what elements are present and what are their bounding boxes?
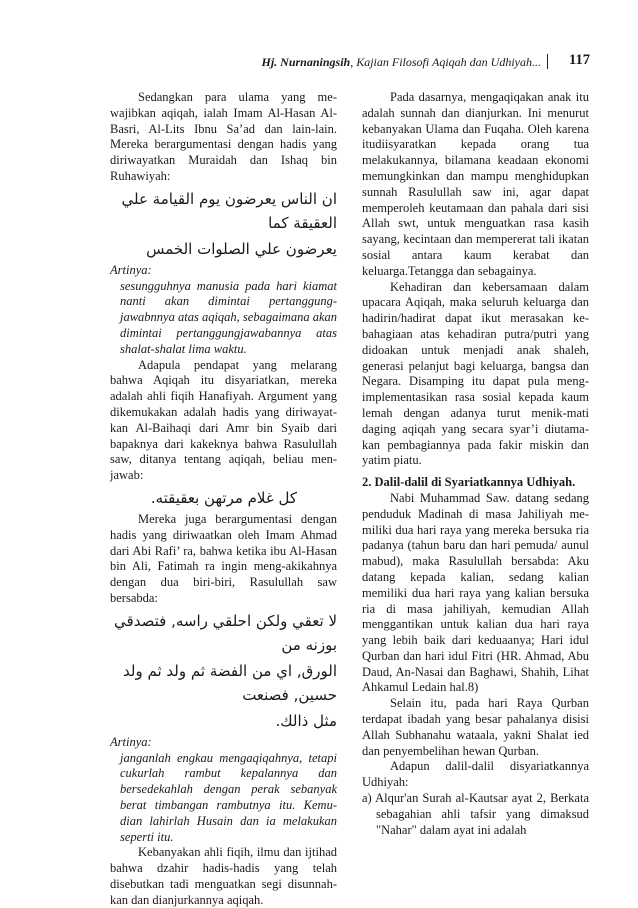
translation-1: sesungguhnya manusia pada hari kiamat nanti akan dimintai pertanggung-jawabnnya atas aqiqah, sebagaimana akan dimintai pertanggungjawabannya atas shalat-shalat lima waktu. [120, 278, 338, 356]
running-header [0, 52, 638, 72]
page-number: 117 [569, 52, 590, 68]
running-title [262, 55, 542, 70]
arabic-hadith-3-line-3: مثل ذالك. [275, 711, 337, 730]
left-column [110, 90, 337, 908]
arabic-hadith-1-line-2: يعرضون علي الصلوات الخمس [146, 239, 337, 258]
arabic-hadith-1-line-1: ان الناس يعرضون يوم القيامة علي العقيقة كما [121, 189, 337, 232]
arabic-hadith-2: كل غلام مرتهن بعقيقته. [150, 488, 297, 507]
section-heading-udhiyah: 2. Dalil-dalil di Syariatkannya Udhiyah. [362, 475, 576, 490]
artinya-label-2: Artinya: [110, 734, 152, 749]
right-paragraph-4: Selain itu, pada hari Raya Qurban terdapat ibadah yang besar pahalanya disisi Allah Subhanahu wataala, yakni Shalat ied dan penyembelihan hewan Qurban. [362, 696, 589, 758]
spacer [362, 469, 589, 473]
left-paragraph-3: Mereka juga berargumentasi dengan hadis yang diriwaatkan oleh Imam Ahmad dari Abi Rafi’ ra, bahwa ketika ibu Al-Hasan bin Ali, Fatimah ra ingin meng-akikahnya dengan dua biri-biri, Rasulullah saw bersabda: [110, 511, 337, 605]
header-author: Hj. Nurnaningsih [261, 55, 351, 69]
right-column [362, 90, 589, 838]
arabic-hadith-3-line-2: الورق, اي من الفضة ثم ولد ثم ولد حسين, فصنعت [123, 661, 337, 704]
right-paragraph-2: Kehadiran dan kebersamaan dalam upacara Aqiqah, maka seluruh keluarga dan hadirin/hadirat dapat ikut merasakan ke-bahagiaan atas kehadiran putra/putri yang didoakan untuk menjadi anak shaleh, generasi pelanjut bagi keluarga, bangsa dan Negara. Disamping itu dapat pula meng-implementasikan rasa sosial kepada kaum lemah dengan adanya turut menik-mati daging aqiqah yang secara syar’i diutama-kan pembagiannya pada fakir miskin dan yatim piatu. [362, 279, 589, 468]
header-title: , Kajian Filosofi Aqiqah dan Udhiyah... [350, 55, 541, 69]
left-paragraph-2: Adapula pendapat yang melarang bahwa Aqiqah itu disyariatkan, mereka adalah ahli fiqih Hanafiyah. Argument yang dikemukakan adalah hadis yang diriwayat-kan Al-Baihaqi dari Amr bin Syaib dari bapaknya dari kakeknya bahwa Rasulullah saw, ditanya tentang aqiqah, beliau men-jawab: [110, 357, 337, 483]
list-item-a: a) Alqur'an Surah al-Kautsar ayat 2, Berkata sebagahian ahli tafsir yang dimaksud "Nahar" dalam ayat ini adalah [362, 791, 589, 837]
left-paragraph-4: Kebanyakan ahli fiqih, ilmu dan ijtihad bahwa dzahir hadis-hadis yang telah disebutkan tadi menguatkan segi disunnah-kan dan dianjurkannya aqiqah. [110, 845, 337, 907]
header-divider [547, 54, 548, 69]
right-paragraph-1: Pada dasarnya, mengaqiqakan anak itu adalah sunnah dan dianjurkan. Ini menurut kebanyakan Ulama dan Fuqaha. Oleh karena itudiisyaratkan kepada orang tua melakukannya, bilamana keadaan ekonomi memungkinkan dan mampu menghidupkan sunnah Rasulullah saw ini, agar dapat memperoleh keutamaan dan pahala dari sisi Allah swt, untuk menguatkan rasa kasih sayang, kecintaan dan mempererat tali ikatan sosial antara kaum kerabat dan keluarga.Tetangga dan sebagainya. [362, 90, 589, 278]
right-paragraph-5: Adapun dalil-dalil disyariatkannya Udhiyah: [362, 759, 589, 790]
arabic-hadith-3-line-1: لا تعقي ولكن احلقي راسه, فتصدقي بوزنه من [114, 611, 337, 654]
translation-2: janganlah engkau mengaqiqahnya, tetapi cukurlah rambut kepalannya dan bersedekahlah dengan perak sebanyak berat timbangan rambutnya itu. Kemu-dian lahirlah Husain dan ia melakukan seperti itu. [120, 750, 337, 844]
artinya-label-1: Artinya: [110, 262, 152, 277]
right-paragraph-3: Nabi Muhammad Saw. datang sedang penduduk Madinah di masa Jahiliyah me-miliki dua hari raya yang mereka bersuka ria padanya (tahun baru dan hari pemuda/ aunul mabud), maka Rasulullah bersabda: Aku datang kepada kalian, sedang kalian memiliki dua hari raya yang kalian bersuka ria di masa jahiliyah, kemudian Allah menggantikan untuk kalian dua hari raya yang lebih baik dari keduaanya; Hari idul Qurban dan hari idul Fitri (HR. Ahmad, Abu Daud, An-Nasai dan Baghawi, Shahih, Lihat Ahkamul Ledain hal.8) [362, 490, 589, 695]
left-paragraph-1: Sedangkan para ulama yang me-wajibkan aqiqah, ialah Imam Al-Hasan Al-Basri, Al-Lits Ibnu Sa’ad dan lain-lain. Mereka berargumentasi dengan hadis yang diriwayatkan Muraidah dan Ishaq bin Ruhawiyah: [110, 90, 337, 183]
